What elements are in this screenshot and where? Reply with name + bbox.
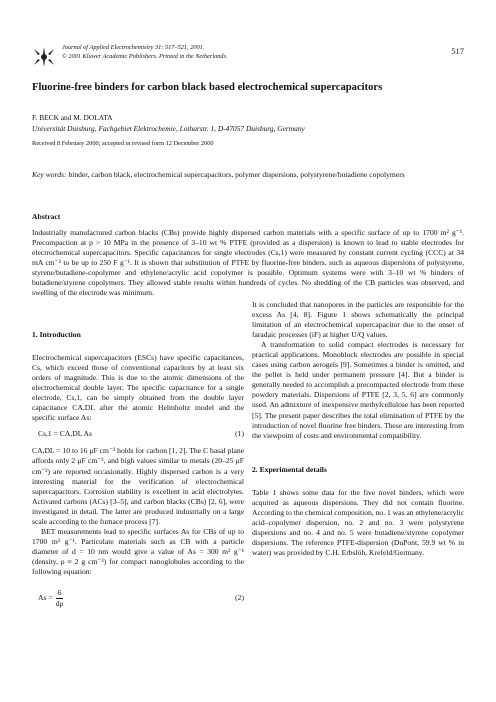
abstract-heading: Abstract: [32, 212, 61, 221]
section-heading-introduction: 1. Introduction: [32, 330, 81, 339]
copyright-line: © 2001 Kluwer Academic Publishers. Printed in the Netherlands.: [62, 52, 228, 60]
left-column: [32, 318, 244, 620]
keywords: [32, 170, 462, 180]
equation-body: Cs,1 = CA,DL As: [38, 429, 93, 439]
paragraph: CA,DL = 10 to 16 μF cm⁻² holds for carbon [1, 2]. The C basal plane affords only 2 μF cm⁻², and high values similar to metals (20–25 μF cm⁻²) are reported occasionally. Highly dispersed carbon is a very interesting material for the verification of electrochemical supercapacitors. Corrosion stability is excellent in acid electrolytes. Activated carbons (ACs) [3–5], and carbon blacks (CBs) [2, 6], were investigated in detail. The latter are produced industrially on a large scale according to the furnace process [7].: [32, 446, 244, 526]
paragraph: BET measurements lead to specific surfaces As for CBs of up to 1700 m² g⁻¹. Particulate materials such as CB with a particle diameter of d = 10 nm would give a value of As = 300 m² g⁻¹ (density, ρ ≈ 2 g cm⁻³) for compact nanoglobules according to the following equation:: [32, 526, 244, 576]
equation-fraction: [56, 588, 64, 609]
authors: F. BECK and M. DOLATA: [32, 113, 113, 122]
equation-1: [32, 429, 244, 439]
affiliation: Universität Duisburg, Fachgebiet Elektrochemie, Lotharstr. 1, D-47057 Duisburg, Germany: [32, 124, 305, 133]
keywords-label: Key words:: [32, 170, 67, 179]
equation-body: [38, 588, 63, 609]
page-number: 517: [451, 46, 464, 56]
keywords-text: binder, carbon black, electrochemical supercapacitors, polymer dispersions, polystyrene/butadiene copolymers: [68, 170, 405, 179]
paragraph: Electrochemical supercapacitors (ESCs) have specific capacitances, Cs, which exceed those of conventional capacitors by at least six orders of magnitude. This is due to the atomic dimensions of the electrochemical double layer. The specific capacitance for a single electrode, Cs,1, can be simply obtained from the double layer capacitance CA,DL after the atomic Helmholtz model and the specific surface As:: [32, 353, 244, 423]
equation-2: [32, 583, 244, 613]
equation-number: (2): [235, 593, 244, 602]
paper-title: Fluorine-free binders for carbon black based electrochemical supercapacitors: [32, 82, 383, 93]
equation-lhs: As =: [38, 593, 53, 602]
paragraph: It is concluded that nanopores in the particles are responsible for the excess As [4, 8]. Figure 1 shows schematically the principal limitation of an electrochemical supercapacitor due to the onset of faradaic processes (iF) at higher U/Q values.: [252, 300, 464, 340]
publisher-logo-icon: [32, 46, 56, 68]
paragraph: Table 1 shows some data for the five novel binders, which were acquired as aqueous dispersions. They did not contain fluorine. According to the chemical composition, no. 1 was an ethylene/acrylic acid–copolymer dispersion, no. 2 and no. 3 were polystyrene dispersions and no. 4 and no. 5 were butadiene/styrene copolymer dispersions. The reference PTFE-dispersion (DuPont, 59.9 wt % in water) was provided by C.H. Erbslöh, Krefeld/Germany.: [252, 487, 464, 557]
right-column: [252, 300, 464, 558]
fraction-numerator: 6: [57, 587, 62, 597]
equation-number: (1): [235, 429, 244, 439]
journal-line: Journal of Applied Electrochemistry 31: 517–521, 2001.: [62, 44, 205, 51]
received-dates: Received 8 February 2000; accepted in revised form 12 December 2000: [32, 140, 214, 147]
abstract-text: Industrially manufactured carbon blacks (CBs) provide highly dispersed carbon materials with a specific surface of up to 1700 m² g⁻¹. Precompaction at p > 10 MPa in the presence of 3–10 wt % PTFE (provided as a dispersion) is known to lead to stable electrodes for electrochemical supercapacitors. Specific capacitances for single electrodes (Cs,1) were measured by constant current cycling (CCC) at 34 mA cm⁻² to be up to 250 F g⁻¹. It is shown that substitution of PTFE by fluorine-free binders, such as aqueous dispersions of polystyrene, styrene/butadiene-copolymer and ethylene/acrylic acid copolymer is possible. Optimum systems were with 3–10 wt % binders of butadiene/styrene copolymers. They allowed stable results within hundreds of cycles. No shedding of the CB particles was observed, and swelling of the electrode was minimum.: [32, 228, 464, 298]
paragraph: A transformation to solid compact electrodes is necessary for practical applications. Monoblock electrodes are possible in special cases using carbon aerogels [9]. Sometimes a binder is omitted, and the pellet is held under permanent pressure [4]. But a binder is generally needed to accomplish a precompacted electrode from these powdery materials. Dispersions of PTFE [2, 3, 5, 6] are commonly used. An admixture of inexpensive methylcellulose has been reported [5]. The present paper describes the total elimination of PTFE by the introduction of novel fluorine free binders. These are interesting from the viewpoint of costs and environmental compatibility.: [252, 340, 464, 440]
fraction-denominator: dρ: [55, 598, 64, 608]
section-heading-experimental: 2. Experimental details: [252, 464, 327, 474]
journal-header: [32, 44, 464, 74]
journal-citation: [62, 44, 228, 61]
